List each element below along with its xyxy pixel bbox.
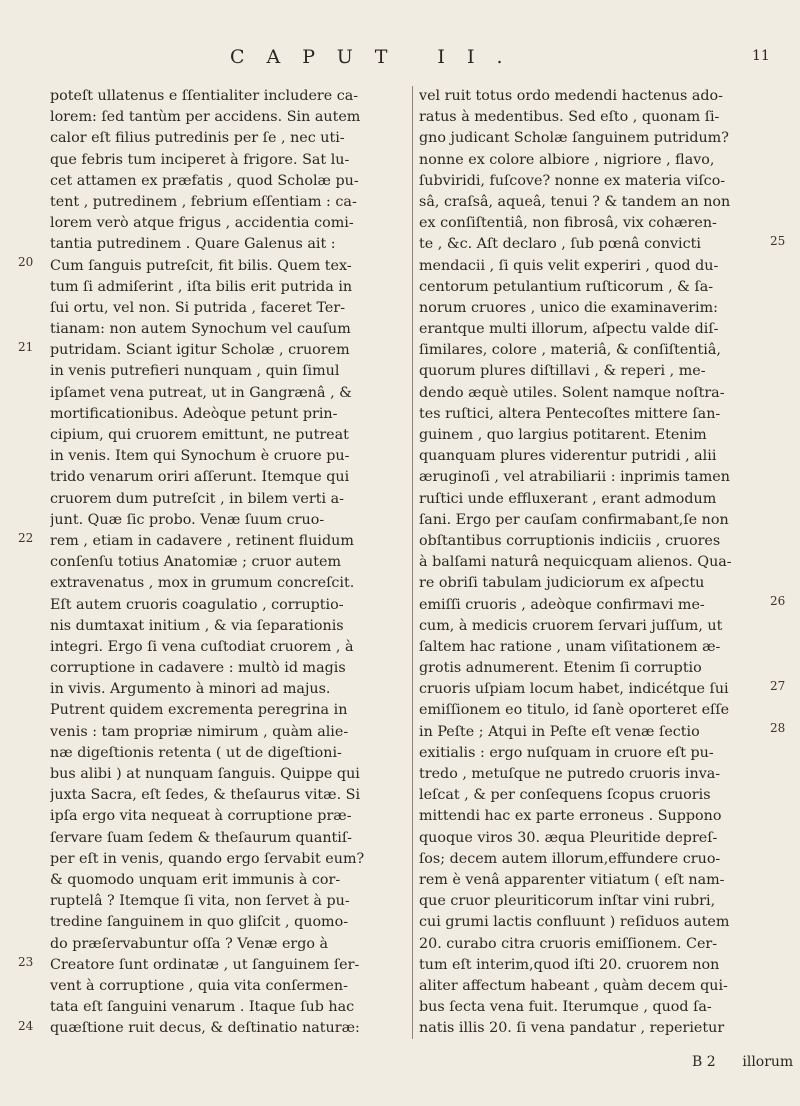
text-line: erantque multi illorum, aſpectu valde diſ- [419,321,719,338]
margin-number: 24 [18,1019,34,1033]
text-line: lorem: ſed tantùm per accidens. Sin autem [50,109,361,126]
text-line: ipſa ergo vita nequeat à corruptione præ- [50,808,352,825]
text-line: poteſt ullatenus e ſſentialiter includere ca- [50,88,359,104]
text-line: cipium, qui cruorem emittunt, ne putreat [50,427,349,443]
text-line: aliter affectum habeant , quàm decem qui- [419,977,728,994]
text-line: per eſt in venis, quando ergo ſervabit eum? [50,850,365,867]
text-line: næ digeſtionis retenta ( ut de digeſtioni- [50,744,342,761]
catchword: illorum [742,1054,794,1070]
text-line: integri. Ergo ſi vena cuſtodiat cruorem , à [50,638,354,655]
text-line: rem , etiam in cadavere , retinent fluidum [50,532,354,549]
signature-text: B 2 [692,1054,716,1070]
text-line: quoque viros 30. æqua Pleuritide depreſ- [419,829,718,846]
text-line: norum cruores , unico die examinaverim: [419,299,718,316]
text-line: ſubviridi, fuſcove? nonne ex materia viſco- [419,172,726,189]
text-line: ſaltem hac ratione , unam viſitationem æ- [419,638,721,655]
text-line: ruſtici unde effluxerant , erant admodum [419,490,717,507]
text-line: juxta Sacra, eſt ſedes, & theſaurus vitæ. Si [50,787,361,804]
margin-number: 27 [770,679,786,693]
text-line: 20. curabo citra cruoris emiſſionem. Cer- [419,935,718,952]
running-title: CAPUT II. [230,46,525,68]
text-line: obſtantibus corruptionis indiciis , cruores [419,532,721,549]
text-line: rem è venâ apparenter vitiatum ( eſt nam- [419,871,725,888]
page-number: 11 [752,48,770,64]
margin-number: 22 [18,531,34,545]
signature-mark [692,1054,793,1070]
text-line: te , &c. Aſt declaro , ſub pœnâ convicti [419,236,701,253]
text-line: & quomodo unquam erit immunis à cor- [50,871,341,888]
margin-number: 20 [18,255,34,269]
text-line: mortificationibus. Adeòque petunt prin- [50,405,338,422]
text-line: vel ruit totus ordo medendi hactenus ado- [419,88,723,104]
text-line: æruginoſi , vel atrabiliarii : inprimis tamen [419,469,730,486]
text-line: in venis. Item qui Synochum è cruore pu- [50,448,350,465]
text-line: centorum petulantium ruſticorum , & ſa- [419,278,714,295]
margin-number: 26 [770,594,786,608]
text-line: gno judicant Scholæ ſanguinem putridum? [419,130,729,147]
margin-number: 25 [770,234,786,248]
text-line: guinem , quo largius potitarent. Etenim [419,427,707,443]
text-line: cruorem dum putreſcit , in bilem verti a- [50,490,344,507]
text-line: tes ruſtici, altera Pentecoſtes mittere ſan- [419,405,721,422]
text-line: bus ſecta vena fuit. Iterumque , quod ſa- [419,999,712,1016]
text-line: à balſami naturâ nequicquam alienos. Qua- [419,554,732,571]
right-text-column [412,86,765,1039]
text-line: tata eſt ſanguini venarum . Itaque ſub hac [50,999,355,1016]
text-line: putridam. Sciant igitur Scholæ , cruorem [50,342,350,359]
text-line: Eſt autem cruoris coagulatio , corruptio- [50,596,344,613]
text-line: ipſamet vena putreat, ut in Gangrænâ , & [50,384,352,401]
text-line: grotis adnumerent. Etenim ſi corruptio [419,660,702,677]
text-line: in vivis. Argumento à minori ad majus. [50,681,331,698]
text-line: tum eſt interim,quod iſti 20. cruorem non [419,956,720,973]
text-line: leſcat , & per conſequens ſcopus cruoris [419,787,711,804]
text-line: sâ, craſsâ, aqueâ, tenui ? & tandem an non [419,193,731,210]
text-line: ſui ortu, vel non. Si putrida , faceret Ter- [50,299,346,316]
text-line: tredo , metuſque ne putredo cruoris inva- [419,766,721,782]
text-line: emiſſionem eo titulo, id ſanè oporteret eſſe [419,702,730,719]
text-line: venis : tam propriæ nimirum , quàm alie- [50,723,349,740]
text-line: cum, à medicis cruorem ſervari juſſum, ut [419,617,723,634]
text-line: quanquam plures viderentur putridi , alii [419,448,717,465]
text-line: ratus à medentibus. Sed eſto , quonam ſi- [419,109,720,126]
text-line: in venis putrefieri nunquam , quin ſimul [50,363,340,380]
text-line: mendacii , ſi quis velit experiri , quod du- [419,257,719,274]
text-line: dendo æquè utiles. Solent namque noſtra- [419,384,725,401]
text-line: cruoris uſpiam locum habet, indicétque ſui [419,681,729,698]
text-line: cet attamen ex præfatis , quod Scholæ pu- [50,172,359,189]
text-line: Putrent quidem excrementa peregrina in [50,702,348,719]
text-line: tent , putredinem , febrium eſſentiam : ca- [50,193,357,210]
margin-number: 21 [18,340,34,354]
text-line: bus alibi ) at nunquam ſanguis. Quippe qui [50,766,360,782]
text-line: tum ſi admiſerint , iſta bilis erit putrida in [50,278,353,295]
text-line: quorum plures diſtillavi , & reperi , me- [419,363,706,380]
text-line: extravenatus , mox in grumum concreſcit. [50,575,355,592]
text-line: nonne ex colore albiore , nigriore , flavo, [419,151,715,168]
text-line: ruptelâ ? Itemque ſi vita, non ſervet à pu- [50,893,350,910]
text-line: cui grumi lactis confluunt ) reſiduos autem [419,914,730,931]
text-line: re obriſi tabulam judiciorum ex aſpectu [419,575,705,592]
text-line: corruptione in cadavere : multò id magis [50,660,346,677]
text-line: trido venarum oriri aſſerunt. Itemque qui [50,469,350,486]
text-line: ſimilares, colore , materiâ, & conſiſtentiâ, [419,342,721,359]
text-line: tianam: non autem Synochum vel cauſum [50,321,351,338]
text-line: do præſervabuntur oſſa ? Venæ ergo à [50,935,329,952]
text-line: exitialis : ergo nuſquam in cruore eſt pu- [419,744,714,761]
text-line: lorem verò atque frigus , accidentia comi- [50,215,354,232]
margin-number: 28 [770,721,786,735]
text-line: calor eſt filius putredinis per ſe , nec uti- [50,130,345,147]
text-line: ex conſiſtentiâ, non fibrosâ, vix cohæren- [419,215,717,232]
running-header [0,46,800,76]
left-text-column [50,86,402,1039]
text-line: Creatore ſunt ordinatæ , ut ſanguinem ſer- [50,956,360,973]
text-line: tantia putredinem . Quare Galenus ait : [50,236,336,253]
text-line: ſos; decem autem illorum,effundere cruo- [419,850,721,867]
text-line: conſenſu totius Anatomiæ ; cruor autem [50,554,341,571]
text-line: junt. Quæ ſic probo. Venæ ſuum cruo- [50,511,325,528]
text-line: ſani. Ergo per cauſam confirmabant,ſe non [419,511,729,528]
text-line: nis dumtaxat initium , & via ſeparationis [50,617,344,634]
text-line: Cum ſanguis putreſcit, fit bilis. Quem tex- [50,257,352,274]
text-line: emiſſi cruoris , adeòque confirmavi me- [419,596,705,613]
text-line: tredine ſanguinem in quo gliſcit , quomo- [50,914,349,931]
text-line: quæſtione ruit decus, & deſtinatio naturæ: [50,1020,360,1037]
text-line: que febris tum inciperet à frigore. Sat lu- [50,151,350,168]
text-line: mittendi hac ex parte erroneus . Suppono [419,808,722,825]
text-line: que cruor pleuriticorum inſtar vini rubri, [419,893,716,910]
margin-number: 23 [18,955,34,969]
text-line: in Peſte ; Atqui in Peſte eſt venæ ſectio [419,723,700,740]
text-line: ſervare ſuam ſedem & theſaurum quantiſ- [50,829,353,846]
text-line: natis illis 20. ſi vena pandatur , reperietur [419,1020,725,1037]
text-line: vent à corruptione , quia vita conſermen- [50,977,348,994]
